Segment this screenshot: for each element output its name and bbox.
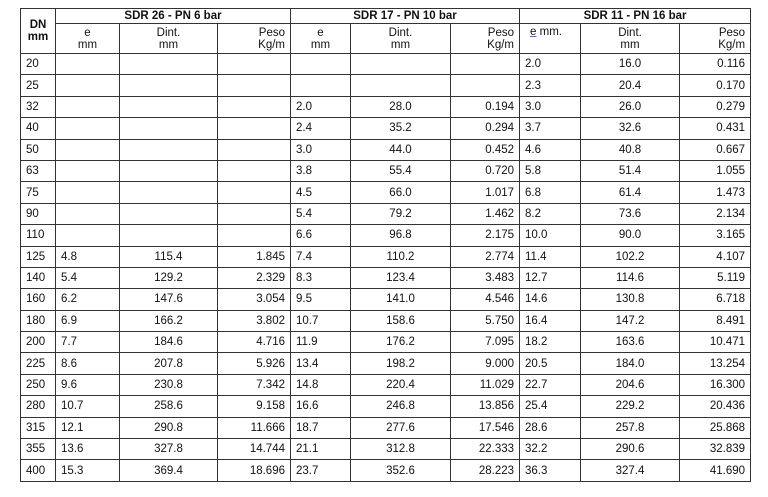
sdr17-peso-cell: 13.856 xyxy=(451,396,520,417)
sdr11-dint-cell: 102.2 xyxy=(581,246,680,267)
sdr11-peso-cell: 16.300 xyxy=(680,374,751,395)
sdr26-dint-cell: 166.2 xyxy=(120,310,218,331)
sdr26-peso-cell xyxy=(218,118,291,139)
sdr26-peso-cell: 9.158 xyxy=(218,396,291,417)
sdr11-e-cell: 2.0 xyxy=(520,54,581,75)
sdr11-e-cell: 32.2 xyxy=(520,439,581,460)
sdr26-dint-cell xyxy=(120,139,218,160)
sdr26-dint-cell: 207.8 xyxy=(120,353,218,374)
sdr26-peso-cell xyxy=(218,225,291,246)
sdr11-dint-cell: 61.4 xyxy=(581,182,680,203)
sdr17-e-cell: 5.4 xyxy=(291,203,351,224)
dn-cell: 140 xyxy=(21,267,56,288)
sdr17-dint-header: Dint. mm xyxy=(351,24,451,54)
header-sub-row xyxy=(21,24,751,54)
sdr17-peso-cell: 5.750 xyxy=(451,310,520,331)
table-row xyxy=(21,75,751,96)
sdr17-dint-cell: 312.8 xyxy=(351,439,451,460)
table-row xyxy=(21,374,751,395)
sdr11-e-cell: 12.7 xyxy=(520,267,581,288)
group-header-sdr17: SDR 17 - PN 10 bar xyxy=(291,9,520,24)
sdr17-e-cell: 18.7 xyxy=(291,417,351,438)
sdr11-e-cell: 28.6 xyxy=(520,417,581,438)
dn-header xyxy=(21,9,56,54)
sdr17-dint-cell: 158.6 xyxy=(351,310,451,331)
sdr17-dint-cell: 96.8 xyxy=(351,225,451,246)
sdr26-dint-cell xyxy=(120,203,218,224)
table-row xyxy=(21,225,751,246)
sdr17-e-cell: 3.8 xyxy=(291,160,351,181)
sdr17-peso-cell: 2.175 xyxy=(451,225,520,246)
sdr26-e-cell: 8.6 xyxy=(56,353,120,374)
sdr26-peso-cell: 3.802 xyxy=(218,310,291,331)
sdr26-peso-header: Peso Kg/m xyxy=(218,24,291,54)
dn-cell: 400 xyxy=(21,460,56,481)
group-header-sdr11: SDR 11 - PN 16 bar xyxy=(520,9,751,24)
dn-cell: 280 xyxy=(21,396,56,417)
sdr26-e-cell xyxy=(56,118,120,139)
sdr11-peso-cell: 20.436 xyxy=(680,396,751,417)
sdr17-peso-cell: 7.095 xyxy=(451,332,520,353)
sdr26-e-cell: 12.1 xyxy=(56,417,120,438)
sdr17-peso-cell: 0.194 xyxy=(451,96,520,117)
sdr11-dint-cell: 73.6 xyxy=(581,203,680,224)
dn-cell: 110 xyxy=(21,225,56,246)
pipe-dimensions-table xyxy=(20,8,751,482)
sdr11-dint-cell: 26.0 xyxy=(581,96,680,117)
sdr11-peso-cell: 0.431 xyxy=(680,118,751,139)
sdr26-dint-cell xyxy=(120,118,218,139)
sdr26-dint-cell xyxy=(120,75,218,96)
sdr17-peso-cell: 22.333 xyxy=(451,439,520,460)
sdr11-dint-cell: 130.8 xyxy=(581,289,680,310)
sdr11-dint-cell: 229.2 xyxy=(581,396,680,417)
table-row xyxy=(21,267,751,288)
sdr26-e-cell: 15.3 xyxy=(56,460,120,481)
sdr26-e-cell xyxy=(56,225,120,246)
sdr17-dint-cell: 176.2 xyxy=(351,332,451,353)
sdr26-dint-cell: 115.4 xyxy=(120,246,218,267)
sdr11-e-cell: 25.4 xyxy=(520,396,581,417)
sdr11-dint-cell: 163.6 xyxy=(581,332,680,353)
sdr26-e-cell xyxy=(56,96,120,117)
sdr11-peso-cell: 32.839 xyxy=(680,439,751,460)
sdr17-peso-cell: 17.546 xyxy=(451,417,520,438)
sdr17-peso-header: Peso Kg/m xyxy=(451,24,520,54)
sdr17-peso-cell xyxy=(451,54,520,75)
table-row xyxy=(21,96,751,117)
table-row xyxy=(21,289,751,310)
sdr26-peso-cell xyxy=(218,96,291,117)
sdr17-dint-cell: 35.2 xyxy=(351,118,451,139)
sdr26-peso-cell xyxy=(218,182,291,203)
sdr26-e-cell xyxy=(56,75,120,96)
sdr26-e-cell: 9.6 xyxy=(56,374,120,395)
sdr26-peso-cell: 11.666 xyxy=(218,417,291,438)
sdr17-peso-cell: 0.452 xyxy=(451,139,520,160)
dn-cell: 25 xyxy=(21,75,56,96)
sdr17-dint-cell: 110.2 xyxy=(351,246,451,267)
dn-cell: 160 xyxy=(21,289,56,310)
sdr26-peso-cell: 3.054 xyxy=(218,289,291,310)
sdr17-dint-cell: 246.8 xyxy=(351,396,451,417)
sdr26-e-cell: 13.6 xyxy=(56,439,120,460)
sdr17-dint-cell: 44.0 xyxy=(351,139,451,160)
sdr17-peso-cell xyxy=(451,75,520,96)
header-group-row xyxy=(21,9,751,24)
sdr26-peso-cell: 2.329 xyxy=(218,267,291,288)
sdr26-dint-cell xyxy=(120,225,218,246)
dn-cell: 125 xyxy=(21,246,56,267)
table-header xyxy=(21,9,751,54)
sdr11-peso-cell: 0.279 xyxy=(680,96,751,117)
sdr11-dint-cell: 147.2 xyxy=(581,310,680,331)
sdr11-dint-cell: 327.4 xyxy=(581,460,680,481)
dn-cell: 40 xyxy=(21,118,56,139)
sdr26-dint-cell xyxy=(120,182,218,203)
sdr17-dint-cell: 277.6 xyxy=(351,417,451,438)
sdr11-e-cell: 16.4 xyxy=(520,310,581,331)
sdr11-dint-cell: 184.0 xyxy=(581,353,680,374)
table-row xyxy=(21,310,751,331)
sdr11-e-cell: 14.6 xyxy=(520,289,581,310)
sdr11-dint-cell: 32.6 xyxy=(581,118,680,139)
sdr17-dint-cell: 198.2 xyxy=(351,353,451,374)
sdr11-dint-cell: 40.8 xyxy=(581,139,680,160)
sdr26-e-cell: 6.9 xyxy=(56,310,120,331)
sdr26-e-header: e mm xyxy=(56,24,120,54)
sdr11-peso-cell: 4.107 xyxy=(680,246,751,267)
table-body xyxy=(21,54,751,482)
sdr26-peso-cell xyxy=(218,203,291,224)
sdr17-e-cell: 8.3 xyxy=(291,267,351,288)
dn-cell: 225 xyxy=(21,353,56,374)
group-header-sdr26: SDR 26 - PN 6 bar xyxy=(56,9,291,24)
sdr26-peso-cell xyxy=(218,160,291,181)
table-row xyxy=(21,396,751,417)
table-row xyxy=(21,139,751,160)
sdr17-e-cell: 11.9 xyxy=(291,332,351,353)
sdr26-peso-cell: 14.744 xyxy=(218,439,291,460)
sdr26-e-cell xyxy=(56,182,120,203)
sdr17-peso-cell: 11.029 xyxy=(451,374,520,395)
sdr17-dint-cell: 220.4 xyxy=(351,374,451,395)
table-row xyxy=(21,332,751,353)
sdr17-e-cell: 13.4 xyxy=(291,353,351,374)
dn-cell: 75 xyxy=(21,182,56,203)
sdr26-dint-cell: 327.8 xyxy=(120,439,218,460)
sdr11-e-cell: 4.6 xyxy=(520,139,581,160)
sdr17-e-cell: 7.4 xyxy=(291,246,351,267)
sdr17-e-cell xyxy=(291,75,351,96)
sdr11-e-cell: 3.0 xyxy=(520,96,581,117)
sdr26-peso-cell xyxy=(218,54,291,75)
sdr17-e-cell: 6.6 xyxy=(291,225,351,246)
sdr11-peso-header: Peso Kg/m xyxy=(680,24,751,54)
sdr26-dint-cell: 290.8 xyxy=(120,417,218,438)
dn-cell: 32 xyxy=(21,96,56,117)
sdr11-dint-cell: 51.4 xyxy=(581,160,680,181)
sdr11-peso-cell: 1.055 xyxy=(680,160,751,181)
sdr11-e-cell: 8.2 xyxy=(520,203,581,224)
sdr26-e-cell: 4.8 xyxy=(56,246,120,267)
sdr26-e-cell xyxy=(56,54,120,75)
sdr11-e-cell: 22.7 xyxy=(520,374,581,395)
sdr17-peso-cell: 4.546 xyxy=(451,289,520,310)
sdr26-dint-cell: 258.6 xyxy=(120,396,218,417)
sdr11-e-cell: 20.5 xyxy=(520,353,581,374)
sdr11-peso-cell: 6.718 xyxy=(680,289,751,310)
dn-cell: 63 xyxy=(21,160,56,181)
sdr26-dint-cell: 184.6 xyxy=(120,332,218,353)
dn-cell: 250 xyxy=(21,374,56,395)
sdr11-e-cell: 18.2 xyxy=(520,332,581,353)
table-row xyxy=(21,54,751,75)
dn-cell: 50 xyxy=(21,139,56,160)
table-row xyxy=(21,118,751,139)
dn-cell: 180 xyxy=(21,310,56,331)
sdr17-e-cell xyxy=(291,54,351,75)
sdr17-peso-cell: 0.294 xyxy=(451,118,520,139)
sdr11-dint-cell: 290.6 xyxy=(581,439,680,460)
sdr26-peso-cell: 7.342 xyxy=(218,374,291,395)
sdr11-peso-cell: 25.868 xyxy=(680,417,751,438)
sdr17-dint-cell: 28.0 xyxy=(351,96,451,117)
sdr17-e-cell: 21.1 xyxy=(291,439,351,460)
sdr17-dint-cell: 55.4 xyxy=(351,160,451,181)
sdr17-e-cell: 9.5 xyxy=(291,289,351,310)
dn-cell: 200 xyxy=(21,332,56,353)
sdr17-peso-cell: 1.017 xyxy=(451,182,520,203)
sdr17-e-header: e mm xyxy=(291,24,351,54)
sdr26-e-cell: 6.2 xyxy=(56,289,120,310)
sdr11-peso-cell: 2.134 xyxy=(680,203,751,224)
sdr11-e-cell: 2.3 xyxy=(520,75,581,96)
sdr11-e-cell: 36.3 xyxy=(520,460,581,481)
sdr17-dint-cell: 352.6 xyxy=(351,460,451,481)
dn-cell: 355 xyxy=(21,439,56,460)
sdr26-dint-cell xyxy=(120,160,218,181)
sdr17-peso-cell: 0.720 xyxy=(451,160,520,181)
sdr17-dint-cell: 123.4 xyxy=(351,267,451,288)
table-row xyxy=(21,417,751,438)
dn-cell: 315 xyxy=(21,417,56,438)
sdr17-dint-cell: 141.0 xyxy=(351,289,451,310)
sdr11-dint-cell: 114.6 xyxy=(581,267,680,288)
sdr26-dint-cell: 129.2 xyxy=(120,267,218,288)
sdr11-peso-cell: 8.491 xyxy=(680,310,751,331)
sdr17-peso-cell: 9.000 xyxy=(451,353,520,374)
sdr11-e-cell: 11.4 xyxy=(520,246,581,267)
table-row xyxy=(21,353,751,374)
sdr26-peso-cell: 18.696 xyxy=(218,460,291,481)
sdr26-peso-cell xyxy=(218,139,291,160)
sdr17-peso-cell: 1.462 xyxy=(451,203,520,224)
sdr17-dint-cell xyxy=(351,54,451,75)
sdr26-dint-cell xyxy=(120,96,218,117)
sdr26-dint-header: Dint. mm xyxy=(120,24,218,54)
table-row xyxy=(21,439,751,460)
sdr17-e-cell: 16.6 xyxy=(291,396,351,417)
sdr11-peso-cell: 13.254 xyxy=(680,353,751,374)
table-row xyxy=(21,246,751,267)
table-row xyxy=(21,182,751,203)
sdr11-e-header: e mm. xyxy=(520,24,581,54)
sdr26-peso-cell: 5.926 xyxy=(218,353,291,374)
sdr26-e-cell: 10.7 xyxy=(56,396,120,417)
sdr17-dint-cell: 66.0 xyxy=(351,182,451,203)
sdr11-peso-cell: 41.690 xyxy=(680,460,751,481)
sdr26-e-cell: 5.4 xyxy=(56,267,120,288)
table-row xyxy=(21,203,751,224)
sdr11-dint-cell: 204.6 xyxy=(581,374,680,395)
sdr26-e-cell xyxy=(56,139,120,160)
sdr26-e-cell xyxy=(56,203,120,224)
sdr11-e-cell: 5.8 xyxy=(520,160,581,181)
sdr11-e-cell: 6.8 xyxy=(520,182,581,203)
sdr17-dint-cell: 79.2 xyxy=(351,203,451,224)
sdr17-e-cell: 2.4 xyxy=(291,118,351,139)
sdr26-dint-cell: 147.6 xyxy=(120,289,218,310)
sdr11-peso-cell: 1.473 xyxy=(680,182,751,203)
sdr17-e-cell: 23.7 xyxy=(291,460,351,481)
sdr11-dint-cell: 90.0 xyxy=(581,225,680,246)
sdr11-peso-cell: 10.471 xyxy=(680,332,751,353)
sdr26-peso-cell: 1.845 xyxy=(218,246,291,267)
dn-cell: 90 xyxy=(21,203,56,224)
sdr17-peso-cell: 2.774 xyxy=(451,246,520,267)
sdr26-dint-cell: 230.8 xyxy=(120,374,218,395)
sdr11-e-cell: 3.7 xyxy=(520,118,581,139)
sdr17-peso-cell: 3.483 xyxy=(451,267,520,288)
sdr11-peso-cell: 3.165 xyxy=(680,225,751,246)
sdr26-e-cell: 7.7 xyxy=(56,332,120,353)
sdr11-dint-cell: 20.4 xyxy=(581,75,680,96)
sdr11-peso-cell: 0.116 xyxy=(680,54,751,75)
sdr11-peso-cell: 0.667 xyxy=(680,139,751,160)
sdr11-dint-cell: 16.0 xyxy=(581,54,680,75)
sdr26-peso-cell xyxy=(218,75,291,96)
sdr11-dint-header: Dint. mm xyxy=(581,24,680,54)
sdr11-e-cell: 10.0 xyxy=(520,225,581,246)
sdr11-peso-cell: 0.170 xyxy=(680,75,751,96)
dn-header-label: DN xyxy=(29,19,47,31)
sdr26-dint-cell: 369.4 xyxy=(120,460,218,481)
sdr26-dint-cell xyxy=(120,54,218,75)
sdr11-peso-cell: 5.119 xyxy=(680,267,751,288)
dn-header-unit: mm xyxy=(27,31,49,43)
sdr17-e-cell: 14.8 xyxy=(291,374,351,395)
sdr17-peso-cell: 28.223 xyxy=(451,460,520,481)
dn-cell: 20 xyxy=(21,54,56,75)
sdr17-e-cell: 4.5 xyxy=(291,182,351,203)
sdr11-dint-cell: 257.8 xyxy=(581,417,680,438)
sdr17-dint-cell xyxy=(351,75,451,96)
sdr17-e-cell: 2.0 xyxy=(291,96,351,117)
sdr26-peso-cell: 4.716 xyxy=(218,332,291,353)
sdr17-e-cell: 10.7 xyxy=(291,310,351,331)
sdr17-e-cell: 3.0 xyxy=(291,139,351,160)
table-row xyxy=(21,460,751,481)
sdr26-e-cell xyxy=(56,160,120,181)
table-row xyxy=(21,160,751,181)
